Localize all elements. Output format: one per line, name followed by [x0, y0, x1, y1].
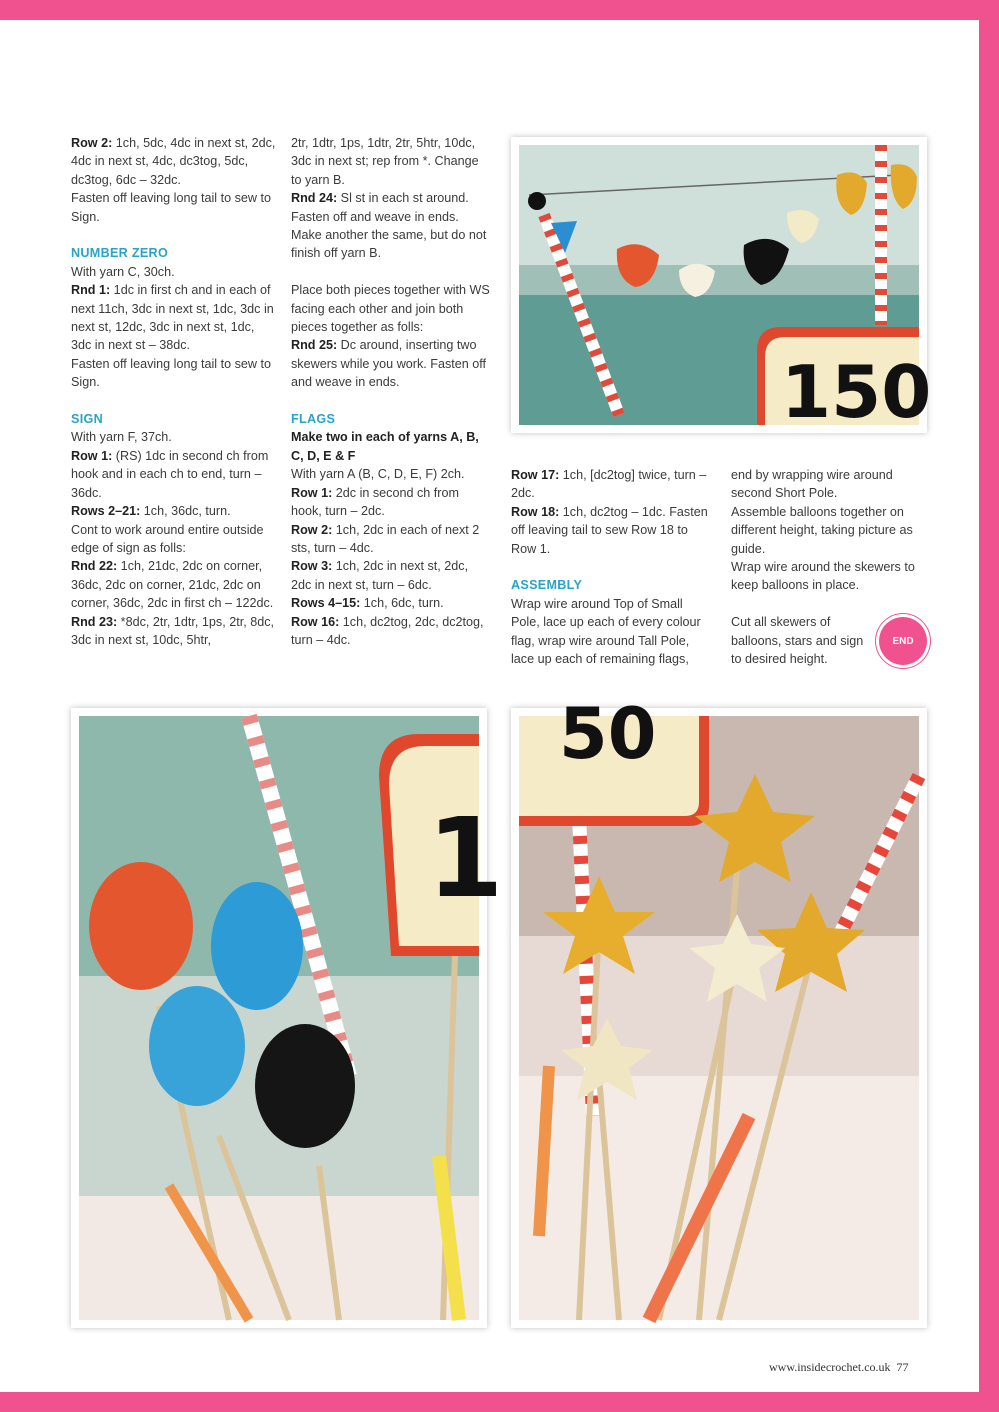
sign-50	[519, 693, 709, 826]
assembly-continued: end by wrapping wire around second Short Pole. Assemble balloons together on different height, taking picture as guide. Wrap wire around the skewers to keep balloons in place.	[731, 468, 915, 593]
text-column-1	[71, 134, 276, 668]
page-number: 77	[896, 1360, 909, 1374]
sign-number: 50	[559, 693, 657, 775]
photo-stars	[511, 693, 927, 1328]
balloon-orange	[89, 862, 193, 990]
flags-instructions: Make two in each of yarns A, B, C, D, E & F With yarn A (B, C, D, E, F) 2ch. Row 1: 2dc in second ch from hook, turn – 2dc. Row 2: 1ch, 2dc in each of next 2 sts, turn – 4dc. Row 3: 1ch, 2dc in next st, 2dc, 2dc in next st, turn – 6dc. Rows 4–15: 1ch, 6dc, turn. Row 16: 1ch, dc2tog, 2dc, dc2tog, turn – 4dc.	[291, 430, 484, 647]
row17-18-instructions: Row 17: 1ch, [dc2tog] twice, turn – 2dc. Row 18: 1ch, dc2tog – 1dc. Fasten off leaving tail to sew Row 18 to Row 1.	[511, 468, 708, 556]
balloon-blue	[211, 882, 303, 1010]
sign-number: 1	[427, 794, 504, 922]
sign-instructions: With yarn F, 37ch. Row 1: (RS) 1dc in second ch from hook and in each ch to end, turn – 36dc. Rows 2–21: 1ch, 36dc, turn. Cont to work around entire outside edge of sign as folls: Rnd 22: 1ch, 21dc, 2dc on corner, 36dc, 2dc on corner, 21dc, 2dc on corner, 36dc, 2dc in first ch – 122dc. Rnd 23: *8dc, 2tr, 1dtr, 1ps, 2tr, 8dc, 3dc in next st, 10dc, 5htr,	[71, 430, 274, 647]
row2-instruction: Row 2: 1ch, 5dc, 4dc in next st, 2dc, 4dc in next st, 4dc, dc3tog, 5dc, dc3tog, 6dc – 32dc. Fasten off leaving long tail to sew to Sign.	[71, 136, 276, 224]
border-scallop-bottom	[0, 1388, 980, 1396]
balloons-illustration	[79, 716, 504, 1320]
photo-balloons	[71, 708, 504, 1328]
stars-illustration	[519, 693, 919, 1320]
border-right	[979, 0, 999, 1412]
flag-black	[528, 192, 546, 210]
bunting-illustration	[519, 145, 932, 434]
end-badge: END	[879, 617, 927, 665]
number-zero-instructions: With yarn C, 30ch. Rnd 1: 1dc in first ch and in each of next 11ch, 3dc in next st, 1dc, 3dc in next st, 12dc, 3dc in next st, 1dc, 3dc in next st – 38dc. Fasten off leaving long tail to sew to Sign.	[71, 264, 274, 390]
sign-1	[379, 734, 504, 956]
balloon-black	[255, 1024, 355, 1148]
text-column-2	[291, 134, 491, 668]
sign-number: 150	[781, 350, 932, 434]
heading-sign: SIGN	[71, 412, 103, 427]
photo-bunting	[511, 137, 932, 434]
balloon-blue-2	[149, 986, 245, 1106]
rnd23-24-instructions: 2tr, 1dtr, 1ps, 1dtr, 2tr, 5htr, 10dc, 3dc in next st; rep from *. Change to yarn B. Rnd 24: Sl st in each st around. Fasten off and weave in ends. Make another the same, but do not finish off yarn B.	[291, 136, 487, 261]
heading-assembly: ASSEMBLY	[511, 578, 583, 593]
border-scallop-right	[975, 20, 983, 1392]
border-scallop-top	[0, 16, 980, 24]
assembly-final: Cut all skewers of balloons, stars and sign to desired height.	[731, 615, 864, 667]
heading-number-zero: NUMBER ZERO	[71, 246, 169, 261]
join-instructions: Place both pieces together with WS facing each other and join both pieces together as folls: Rnd 25: Dc around, inserting two skewers while you work. Fasten off and weave in ends.	[291, 283, 490, 390]
sign-150	[757, 327, 931, 434]
text-column-3	[511, 466, 711, 687]
border-bottom	[0, 1392, 999, 1412]
heading-flags: FLAGS	[291, 412, 336, 427]
assembly-instructions: Wrap wire around Top of Small Pole, lace up each of every colour flag, wrap wire around Tall Pole, lace up each of remaining flags,	[511, 596, 701, 667]
border-top	[0, 0, 999, 20]
page-footer	[769, 1360, 909, 1375]
website-url: www.insidecrochet.co.uk	[769, 1360, 891, 1374]
